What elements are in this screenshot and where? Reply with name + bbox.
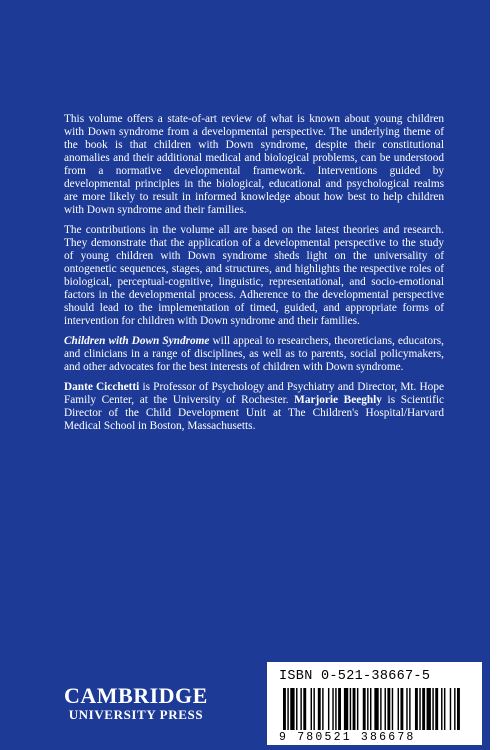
author-bio-2: is Scientific Director of the Child Development Unit at The Children's Hospital/Harvard Medical School in Boston, Massachusetts. (64, 394, 444, 432)
author-name-1: Dante Cicchetti (64, 381, 140, 393)
book-title: Children with Down Syndrome (64, 335, 210, 347)
barcode-icon (281, 688, 471, 730)
page-edge (490, 0, 500, 750)
author-name-2: Marjorie Beeghly (294, 394, 382, 406)
isbn-barcode-box (267, 662, 482, 745)
description-block (64, 113, 444, 440)
publisher-subtitle: UNIVERSITY PRESS (68, 707, 204, 722)
paragraph-3-text: will appeal to researchers, theoreticians, educators, and clinicians in a range of disciplines, as well as to parents, social policymakers, and other advocates for the best interests of children with Down syndrome. (64, 335, 444, 373)
publisher-name: CAMBRIDGE (64, 683, 208, 708)
barcode-digits: 9 780521 386678 (279, 731, 416, 744)
isbn-label: ISBN 0-521-38667-5 (279, 669, 431, 684)
description-paragraph-2: The contributions in the volume all are based on the latest theories and research. They demonstrate that the application of a developmental perspective to the study of young children with Down syndrome sheds light on the universality of ontogenetic sequences, stages, and structures, and highlights the respective roles of biological, perceptual-cognitive, linguistic, representational, and socio-emotional factors in the developmental process. Adherence to the developmental perspective should lead to the implementation of timed, guided, and appropriate forms of intervention for children with Down syndrome and their families. (64, 224, 444, 327)
description-paragraph-1: This volume offers a state-of-art review of what is known about young children with Down syndrome from a developmental perspective. The underlying theme of the book is that children with Down syndrome, despite their constitutional anomalies and their additional medical and biological problems, can be understood from a normative developmental framework. Interventions guided by developmental principles in the biological, educational and psychological realms are more likely to result in informed knowledge about how best to help children with Down syndrome and their families. (64, 113, 444, 216)
description-paragraph-3 (64, 335, 444, 374)
publisher-logo (64, 685, 208, 723)
author-bios (64, 381, 444, 433)
author-bio-1: is Professor of Psychology and Psychiatry and Director, Mt. Hope Family Center, at the University of Rochester. (64, 381, 444, 406)
